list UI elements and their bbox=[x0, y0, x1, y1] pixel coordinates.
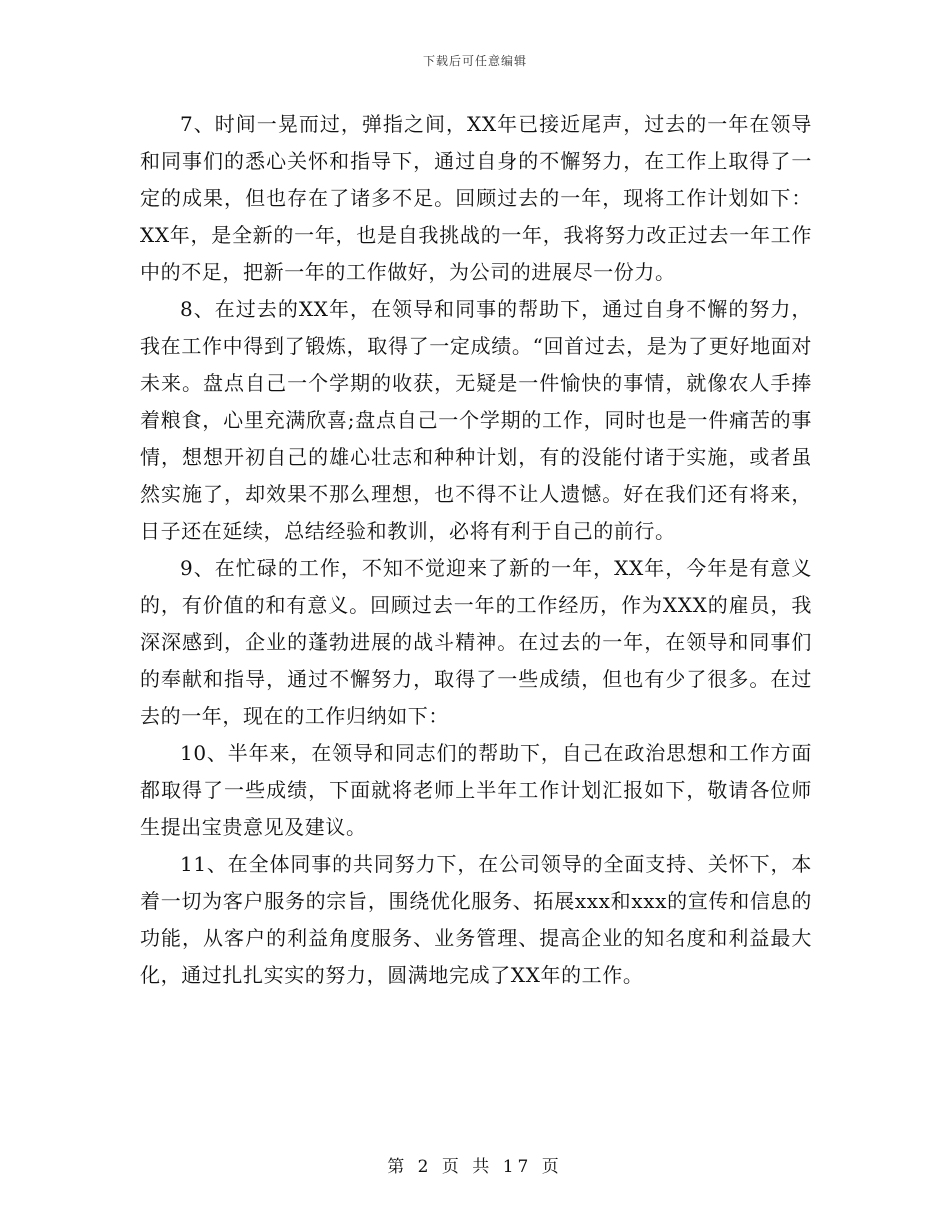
paragraph-11: 11、在全体同事的共同努力下，在公司领导的全面支持、关怀下，本着一切为客户服务的宗旨，围绕优化服务、拓展xxx和xxx的宣传和信息的功能，从客户的利益角度服务、业务管理、提高企业的知名度和利益最大化，通过扎扎实实的努力，圆满地完成了XX年的工作。 bbox=[140, 852, 812, 987]
document-body bbox=[140, 106, 812, 994]
page-footer: 第 2 页 共 17 页 bbox=[387, 1157, 563, 1177]
paragraph-9: 9、在忙碌的工作，不知不觉迎来了新的一年，XX年，今年是有意义的，有价值的和有意义。回顾过去一年的工作经历，作为XXX的雇员，我深深感到，企业的蓬勃进展的战斗精神。在过去的一年，在领导和同事们的奉献和指导，通过不懈努力，取得了一些成绩，但也有少了很多。在过去的一年，现在的工作归纳如下： bbox=[140, 556, 812, 728]
paragraph-7: 7、时间一晃而过，弹指之间，XX年已接近尾声，过去的一年在领导和同事们的悉心关怀和指导下，通过自身的不懈努力，在工作上取得了一定的成果，但也存在了诸多不足。回顾过去的一年，现将工作计划如下：XX年，是全新的一年，也是自我挑战的一年，我将努力改正过去一年工作中的不足，把新一年的工作做好，为公司的进展尽一份力。 bbox=[140, 112, 812, 284]
page-header: 下载后可任意编辑 bbox=[422, 54, 527, 68]
paragraph-10: 10、半年来，在领导和同志们的帮助下，自己在政治思想和工作方面都取得了一些成绩，下面就将老师上半年工作计划汇报如下，敬请各位师生提出宝贵意见及建议。 bbox=[140, 741, 812, 839]
paragraph-8: 8、在过去的XX年，在领导和同事的帮助下，通过自身不懈的努力，我在工作中得到了锻炼，取得了一定成绩。“回首过去，是为了更好地面对未来。盘点自己一个学期的收获，无疑是一件愉快的事情，就像农人手捧着粮食，心里充满欣喜;盘点自己一个学期的工作，同时也是一件痛苦的事情，想想开初自己的雄心壮志和种种计划，有的没能付诸于实施，或者虽然实施了，却效果不那么理想，也不得不让人遗憾。好在我们还有将来，日子还在延续，总结经验和教训，必将有利于自己的前行。 bbox=[140, 297, 812, 543]
